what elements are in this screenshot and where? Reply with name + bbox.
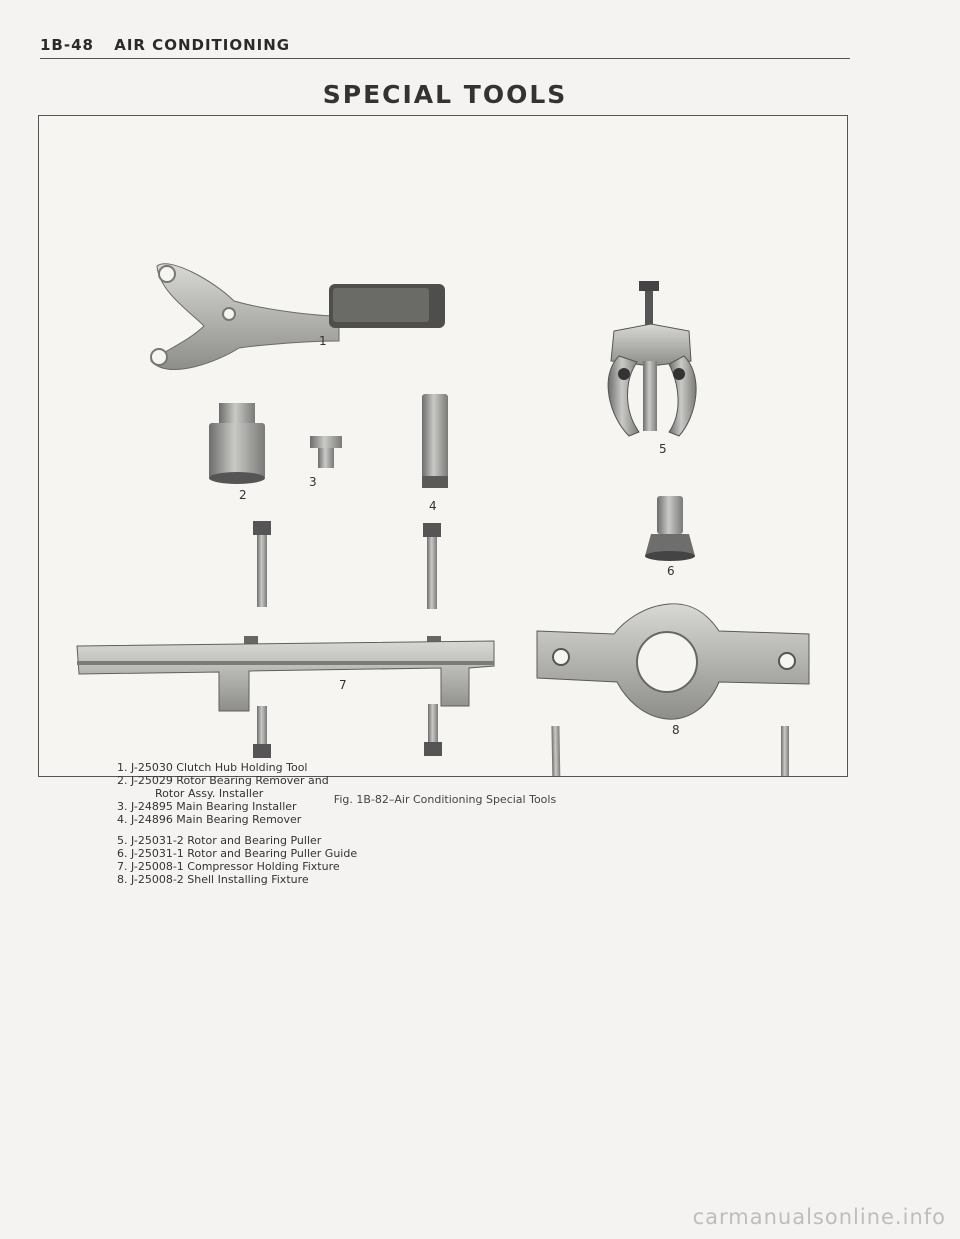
legend-item: 6. J-25031-1 Rotor and Bearing Puller Guide (117, 847, 358, 860)
page-title: SPECIAL TOOLS (322, 80, 568, 109)
shell-fixture-bolt-right (781, 726, 789, 776)
watermark: carmanualsonline.info (692, 1205, 946, 1229)
rotor-bearing-remover (209, 403, 265, 484)
legend-item: 1. J-25030 Clutch Hub Holding Tool (117, 761, 308, 774)
legend-item: 4. J-24896 Main Bearing Remover (117, 813, 302, 826)
main-bearing-installer (310, 436, 342, 468)
main-bearing-remover (422, 394, 448, 488)
shell-installing-fixture (537, 604, 809, 719)
rotor-bearing-puller-guide (645, 496, 695, 561)
shell-fixture-bolt-left (551, 726, 562, 776)
legend-item: 8. J-25008-2 Shell Installing Fixture (117, 873, 309, 886)
rotor-bearing-puller (608, 281, 696, 436)
callout-3: 3 (309, 475, 317, 489)
fixture-bolt-upper-left (253, 521, 271, 607)
fixture-bolt-lower-right (424, 704, 442, 756)
page-number: 1B-48 (40, 36, 94, 54)
clutch-hub-holding-tool (151, 264, 445, 370)
fixture-bolt-lower-left (253, 706, 271, 758)
callout-1: 1 (319, 334, 327, 348)
callout-5: 5 (659, 442, 667, 456)
legend-item: 2. J-25029 Rotor Bearing Remover and Rotor Assy. Installer (117, 774, 329, 800)
tools-illustration (39, 116, 847, 776)
fixture-bolt-upper-right (423, 523, 441, 609)
callout-4: 4 (429, 499, 437, 513)
header-rule (40, 58, 850, 59)
compressor-holding-fixture (77, 636, 494, 711)
legend-item: 3. J-24895 Main Bearing Installer (117, 800, 297, 813)
running-head (40, 36, 290, 54)
legend-item: 5. J-25031-2 Rotor and Bearing Puller (117, 834, 322, 847)
parts-legend (117, 761, 357, 886)
callout-8: 8 (672, 723, 680, 737)
figure-caption: Fig. 1B-82–Air Conditioning Special Tools (333, 793, 557, 806)
callout-6: 6 (667, 564, 675, 578)
callout-2: 2 (239, 488, 247, 502)
legend-item: 7. J-25008-1 Compressor Holding Fixture (117, 860, 340, 873)
section-title: AIR CONDITIONING (114, 36, 291, 54)
callout-7: 7 (339, 678, 347, 692)
